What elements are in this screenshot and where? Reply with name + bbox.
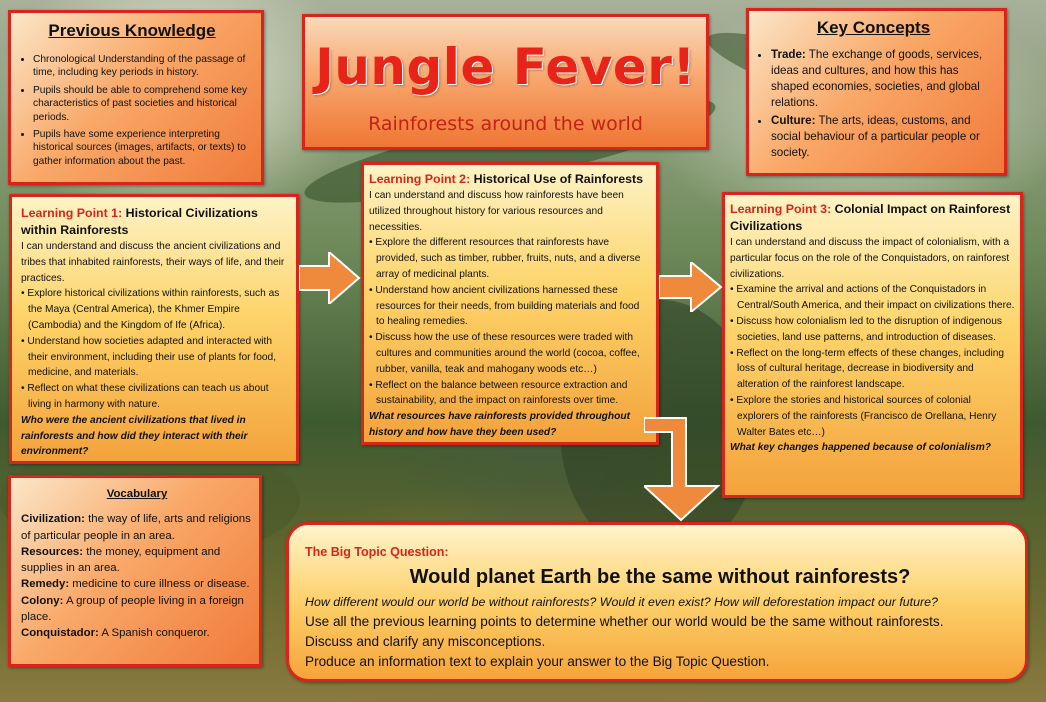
list-item: • Examine the arrival and actions of the Conquistadors in Central/South America, and their impact on civilizations there. <box>730 284 1015 312</box>
concept-definition: The arts, ideas, customs, and social behaviour of a particular people or society. <box>771 114 980 159</box>
learning-point-question: Who were the ancient civilizations that lived in rainforests and how did they interact with their environment? <box>21 414 248 458</box>
page-subtitle: Rainforests around the world <box>368 113 643 135</box>
vocabulary-term: Colony: <box>21 594 64 607</box>
big-question-heading: Would planet Earth be the same without rainforests? <box>409 566 911 588</box>
learning-point-intro: I can understand and discuss how rainforests have been utilized throughout history for various resources and necessities. <box>369 190 624 233</box>
vocabulary-entry <box>21 625 253 641</box>
arrow-right-icon <box>299 252 361 304</box>
list-item: • Understand how ancient civilizations harnessed these resources for their needs, from building materials and food to healing remedies. <box>369 284 640 328</box>
vocabulary-definition: A Spanish conqueror. <box>98 627 210 640</box>
title-panel <box>302 14 709 150</box>
list-item: • Discuss how the use of these resources were traded with cultures and communities around the world (cocoa, coffee, rubber, vanilla, teak and mahogany woods etc…) <box>369 332 640 375</box>
list-item: • Understand how societies adapted and interacted with their environment, including their use of plants for food, medicine, and materials. <box>21 335 277 379</box>
learning-point-title <box>369 171 650 188</box>
learning-point-heading: Historical Civilizations within Rainforests <box>21 206 258 237</box>
list-item <box>771 47 998 111</box>
list-item: • Reflect on what these civilizations can teach us about living in harmony with nature. <box>21 383 269 410</box>
key-concepts-heading: Key Concepts <box>816 18 931 37</box>
learning-point-2-panel <box>361 162 659 445</box>
vocabulary-entry <box>21 576 253 592</box>
concept-definition: The exchange of goods, services, ideas and cultures, and how this has shaped economies, societies, and global relations. <box>771 48 983 109</box>
previous-knowledge-heading: Previous Knowledge <box>48 21 216 40</box>
vocabulary-term: Civilization: <box>21 513 85 526</box>
big-question-panel <box>286 522 1028 682</box>
list-item: • Pupils should be able to comprehend some key characteristics of past societies and historical periods. <box>33 84 253 124</box>
vocabulary-entry <box>21 593 253 626</box>
learning-point-title <box>730 201 1015 235</box>
list-item <box>771 113 998 161</box>
previous-knowledge-panel <box>8 10 264 185</box>
list-item: • Reflect on the long-term effects of these changes, including loss of cultural heritage, decrease in biodiversity and alteration of the rainforest landscape. <box>730 347 1005 391</box>
list-item: • Reflect on the balance between resource extraction and sustainability, and the impact on rainforests over time. <box>369 379 628 407</box>
learning-point-label: Learning Point 3: <box>730 202 832 216</box>
learning-point-1-panel <box>9 194 299 464</box>
list-item: • Pupils have some experience interpreting historical sources (images, artifacts, or texts) to gather information about the past. <box>33 128 253 168</box>
list-item: • Explore the stories and historical sources of colonial explorers of the rainforests (Francisco de Orellana, Henry Walter Bates etc…) <box>730 394 997 438</box>
learning-point-intro: I can understand and discuss the impact of colonialism, with a particular focus on the role of the Conquistadors, on rainforest civilizations. <box>730 237 1010 280</box>
learning-point-heading: Historical Use of Rainforests <box>470 172 644 186</box>
page-title: Jungle Fever! <box>315 38 696 96</box>
vocabulary-definition: A group of people living in a foreign place. <box>21 594 244 624</box>
list-item: • Discuss how colonialism led to the disruption of indigenous societies, land use patterns, and introduction of diseases. <box>730 315 1002 343</box>
vocabulary-definition: the way of life, arts and religions of particular people in an area. <box>21 513 251 542</box>
concept-term: Trade: <box>771 48 806 61</box>
big-question-subquestions: How different would our world be without rainforests? Would it even exist? How will deforestation impact our future? <box>305 595 938 609</box>
learning-point-3-panel <box>722 192 1023 498</box>
vocabulary-entry <box>21 511 253 544</box>
learning-point-heading: Colonial Impact on Rainforest Civilizations <box>730 202 1011 233</box>
learning-point-label: Learning Point 2: <box>369 172 471 186</box>
previous-knowledge-list <box>11 53 253 168</box>
big-question-line: Produce an information text to explain your answer to the Big Topic Question. <box>305 654 770 669</box>
vocabulary-definition: medicine to cure illness or disease. <box>69 578 250 591</box>
big-question-line: Discuss and clarify any misconceptions. <box>305 634 546 649</box>
key-concepts-panel <box>746 8 1007 176</box>
list-item: • Explore the different resources that rainforests have provided, such as timber, rubber, fruits, nuts, and a diverse array of medicinal plants. <box>369 237 641 280</box>
key-concepts-list <box>749 47 998 161</box>
concept-term: Culture: <box>771 114 816 127</box>
big-question-line: Use all the previous learning points to determine whether our world would be the same without rainforests. <box>305 614 944 629</box>
vocabulary-panel <box>8 475 262 667</box>
arrow-right-icon <box>659 262 723 312</box>
list-item: • Chronological Understanding of the passage of time, including key periods in history. <box>33 53 253 80</box>
learning-point-intro: I can understand and discuss the ancient civilizations and tribes that inhabited rainforests, their ways of life, and their practices. <box>21 241 285 284</box>
arrow-down-icon <box>644 416 720 522</box>
vocabulary-term: Remedy: <box>21 578 70 591</box>
vocabulary-term: Conquistador: <box>21 627 99 640</box>
learning-point-label: Learning Point 1: <box>21 206 123 220</box>
big-question-label: The Big Topic Question: <box>305 545 449 559</box>
vocabulary-heading: Vocabulary <box>106 488 168 500</box>
learning-point-question: What key changes happened because of colonialism? <box>730 442 991 454</box>
learning-point-question: What resources have rainforests provided throughout history and how have they been used? <box>369 411 630 438</box>
vocabulary-definition: the money, equipment and supplies in an area. <box>21 545 221 575</box>
vocabulary-entry <box>21 544 253 577</box>
list-item: • Explore historical civilizations within rainforests, such as the Maya (Central America), the Khmer Empire (Cambodia) and the Kingdom of Ife (Africa). <box>21 288 280 331</box>
vocabulary-term: Resources: <box>21 545 84 558</box>
learning-point-title <box>21 205 290 239</box>
